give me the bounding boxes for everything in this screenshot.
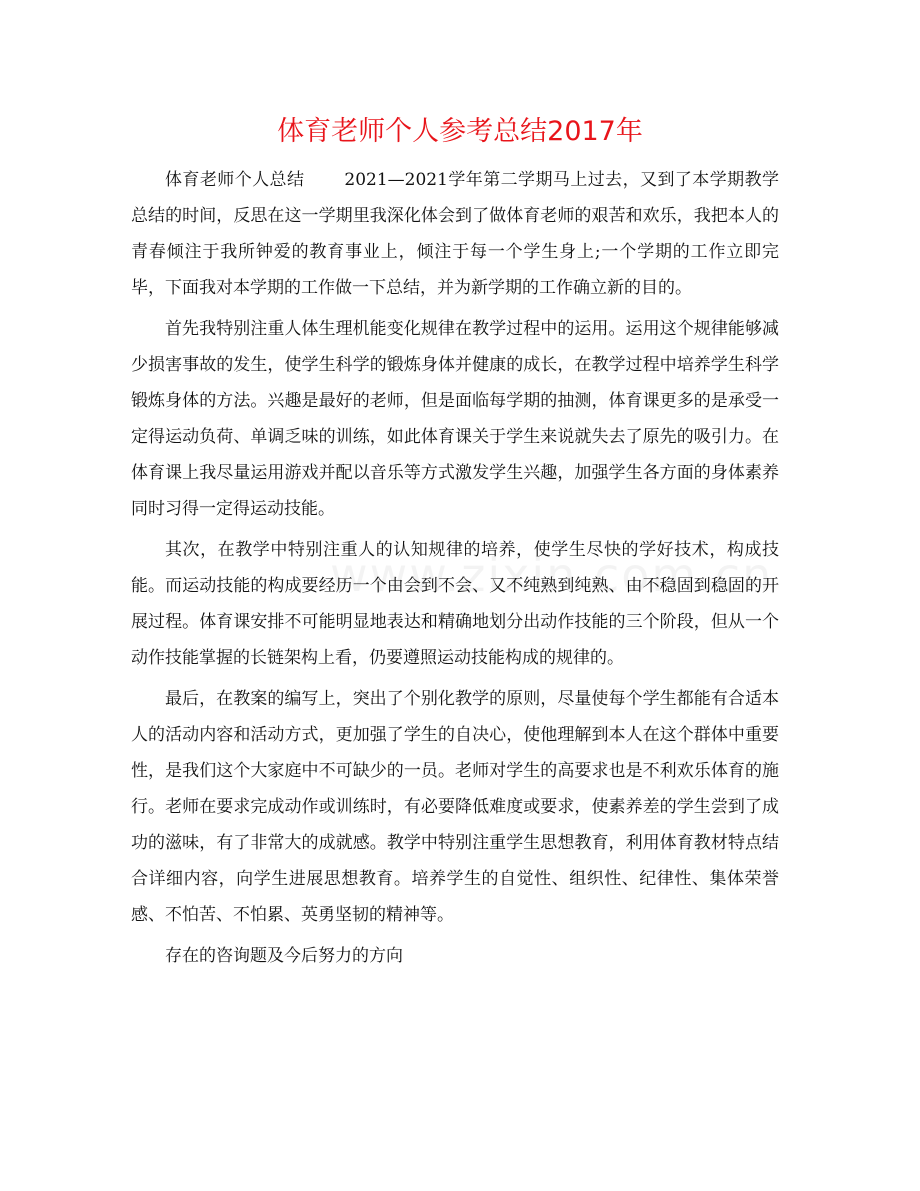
paragraph-intro xyxy=(131,162,779,306)
paragraph-1: 首先我特别注重人体生理机能变化规律在教学过程中的运用。运用这个规律能够减少损害事故的发生，使学生科学的锻炼身体并健康的成长，在教学过程中培养学生科学锻炼身体的方法。兴趣是最好的老师，但是面临每学期的抽测，体育课更多的是承受一定得运动负荷、单调乏味的训练，如此体育课关于学生来说就失去了原先的吸引力。在体育课上我尽量运用游戏并配以音乐等方式激发学生兴趣，加强学生各方面的身体素养同时习得一定得运动技能。 xyxy=(131,319,779,519)
paragraph-3: 最后，在教案的编写上，突出了个别化教学的原则，尽量使每个学生都能有合适本人的活动内容和活动方式，更加强了学生的自决心，使他理解到本人在这个群体中重要性，是我们这个大家庭中不可缺少的一员。老师对学生的高要求也是不利欢乐体育的施行。老师在要求完成动作或训练时，有必要降低难度或要求，使素养差的学生尝到了成功的滋味，有了非常大的成就感。教学中特别注重学生思想教育，利用体育教材特点结合详细内容，向学生进展思想教育。培养学生的自觉性、组织性、纪律性、集体荣誉感、不怕苦、不怕累、英勇坚韧的精神等。 xyxy=(131,689,779,925)
document-title: 体育老师个人参考总结2017年 xyxy=(277,116,643,147)
paragraph-4: 存在的咨询题及今后努力的方向 xyxy=(165,946,403,966)
paragraph-2: 其次，在教学中特别注重人的认知规律的培养，使学生尽快的学好技术，构成技能。而运动技能的构成要经历一个由会到不会、又不纯熟到纯熟、由不稳固到稳固的开展过程。体育课安排不可能明显地表达和精确地划分出动作技能的三个阶段，但从一个动作技能掌握的长链架构上看，仍要遵照运动技能构成的规律的。 xyxy=(131,540,779,668)
intro-label: 体育老师个人总结 xyxy=(165,170,305,190)
intro-text: 2021—2021学年第二学期马上过去，又到了本学期教学总结的时间，反思在这一学期里我深化体会到了做体育老师的艰苦和欢乐，我把本人的青春倾注于我所钟爱的教育事业上，倾注于每一个学生身上;一个学期的工作立即完毕，下面我对本学期的工作做一下总结，并为新学期的工作确立新的目的。 xyxy=(131,170,780,298)
document-body xyxy=(131,162,779,979)
